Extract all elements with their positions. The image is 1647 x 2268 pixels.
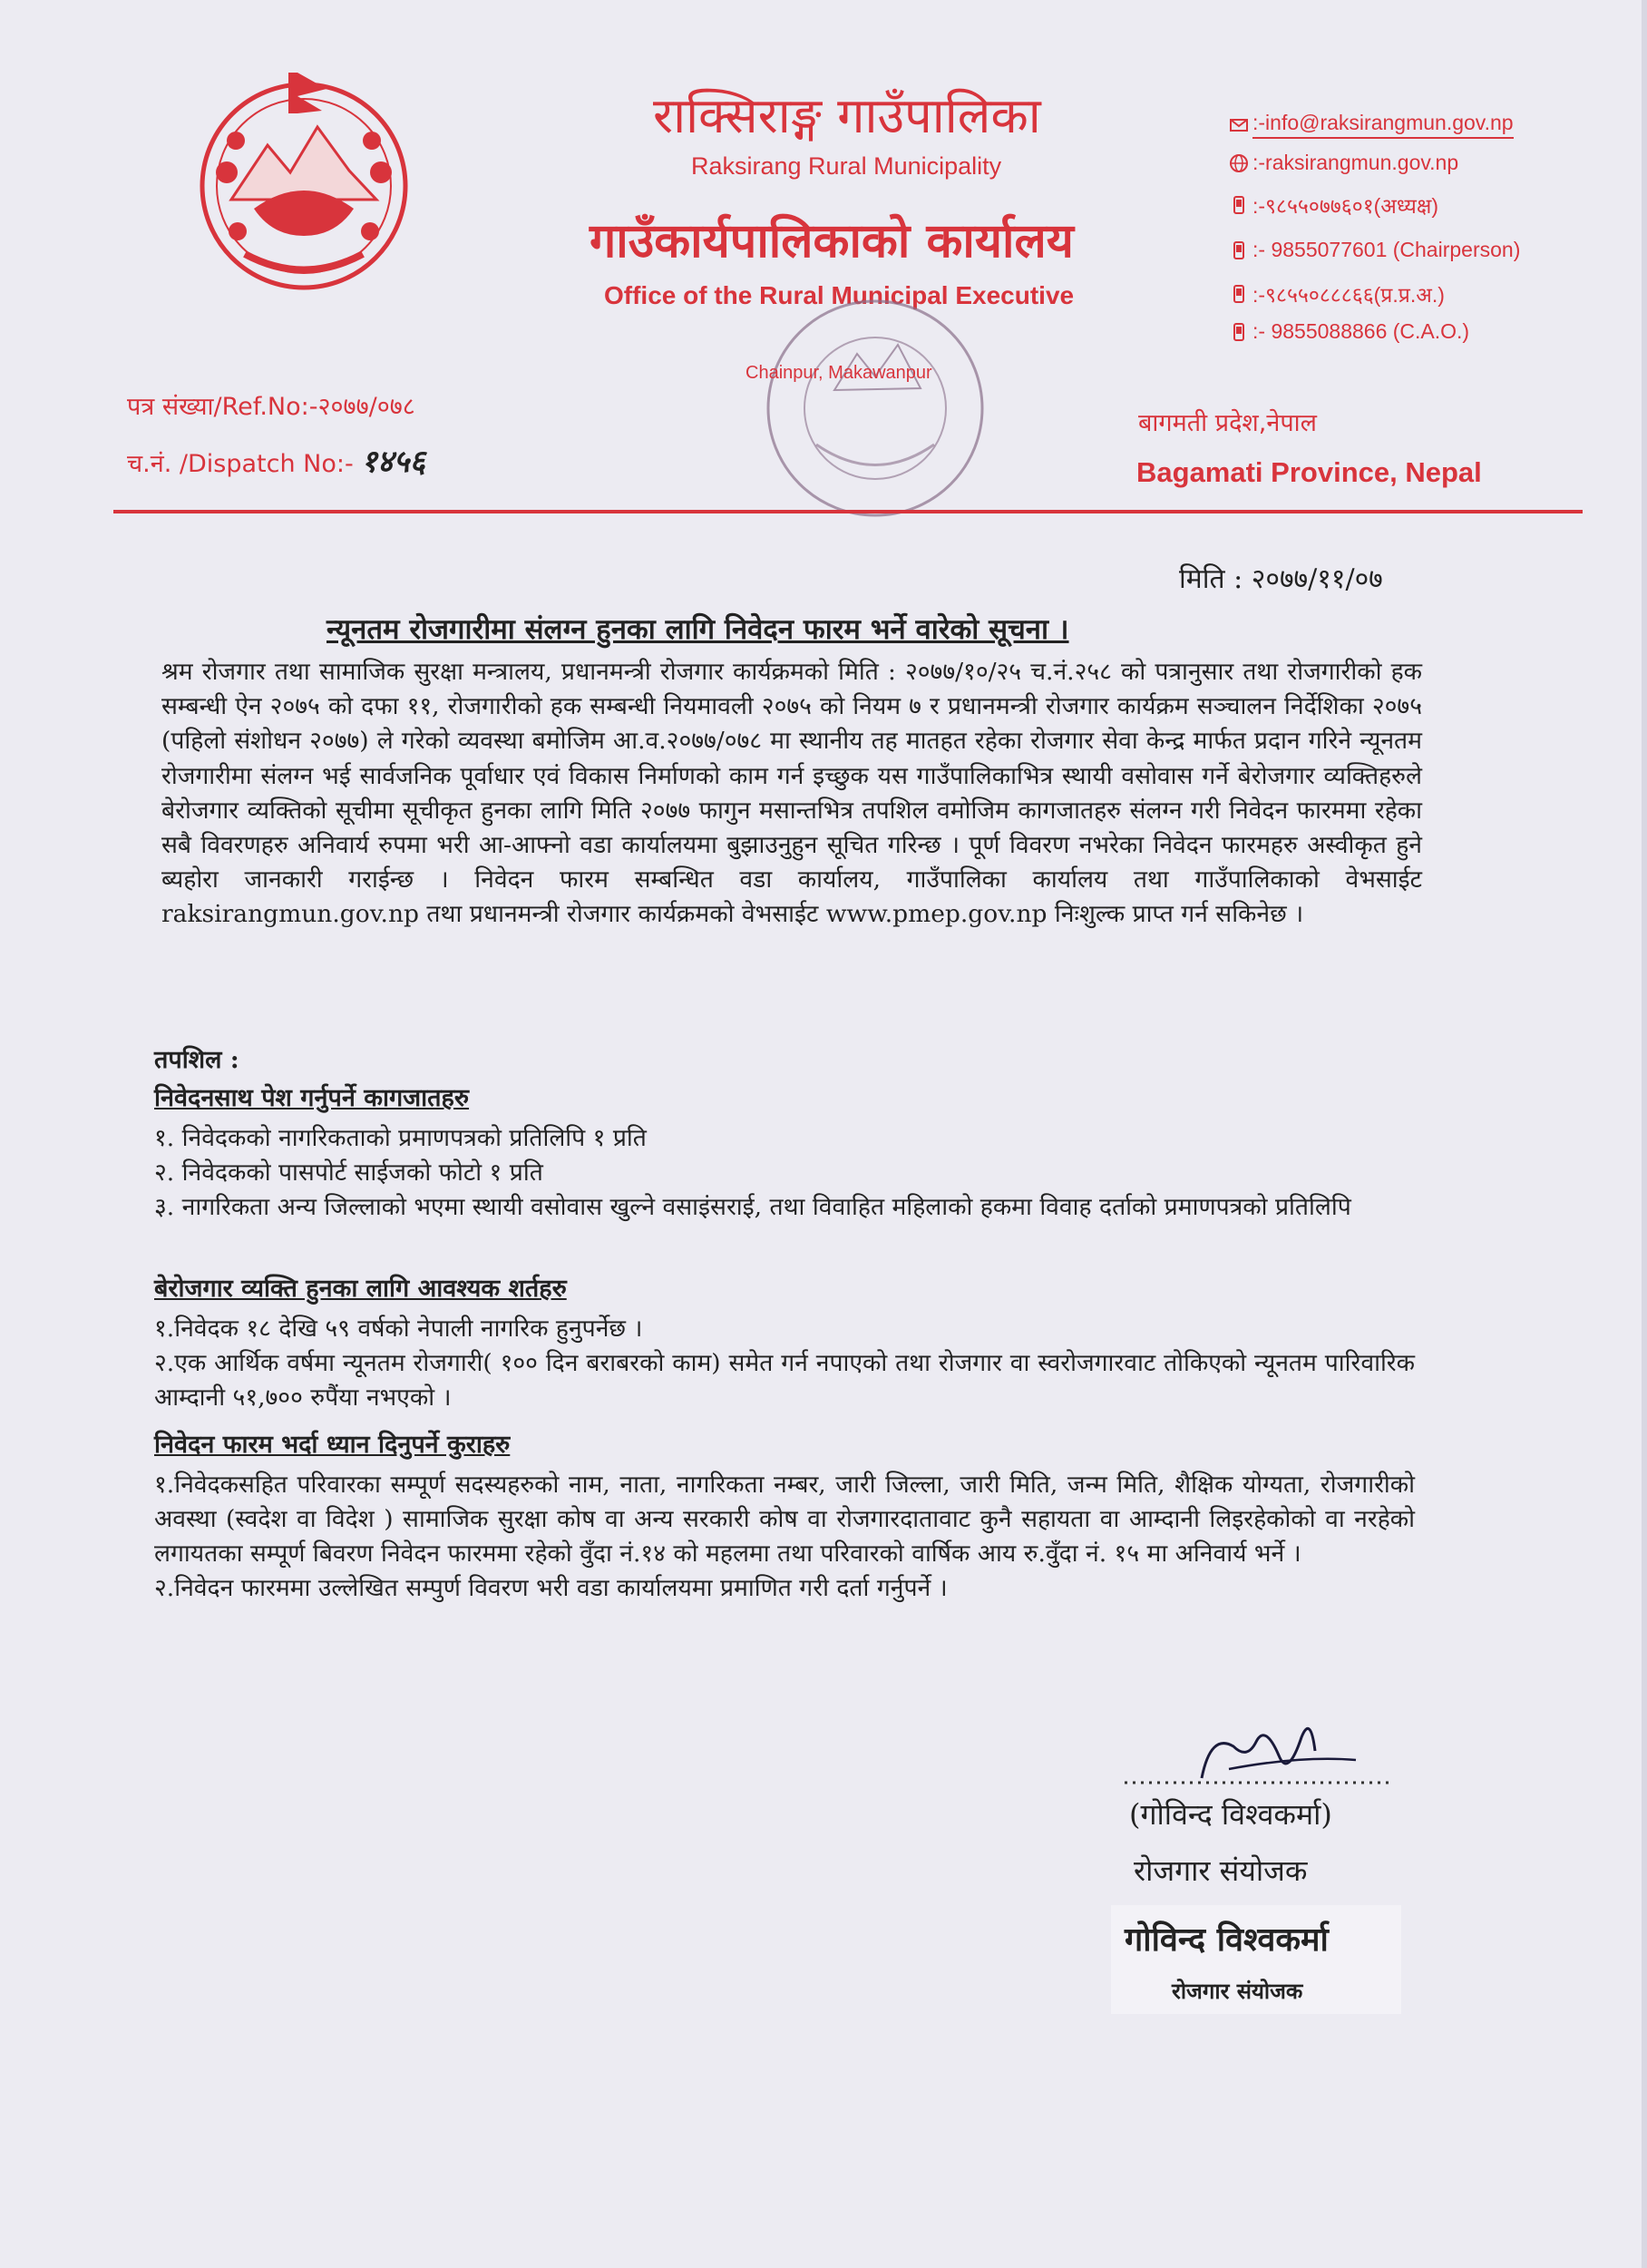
phone-icon — [1229, 322, 1249, 342]
signatory-title: रोजगार संयोजक — [1134, 1853, 1308, 1888]
office-seal-stamp — [753, 290, 998, 526]
phone-icon — [1229, 284, 1249, 304]
body-paragraph: श्रम रोजगार तथा सामाजिक सुरक्षा मन्त्रालय, प्रधानमन्त्री रोजगार कार्यक्रमको मिति : २०७७/१०/२५ च.नं.२५८ को पत्रानुसार तथा रोजगारीको हक सम्बन्धी ऐन २०७५ को दफा ११, रोजगारीको हक सम्बन्धी नियमावली २०७५ को नियम ७ र प्रधानमन्त्री रोजगार कार्यक्रम सञ्चालन निर्देशिका २०७५ (पहिलो संशोधन २०७७) ले गरेको व्यवस्था बमोजिम आ.व.२०७७/०७८ मा स्थानीय तह मातहत रहेका रोजगार सेवा केन्द्र मार्फत प्रदान गरिने न्यूनतम रोजगारीमा संलग्न भई सार्वजनिक पूर्वाधार एवं विकास निर्माणको काम गर्न इच्छुक यस गाउँपालिकाभित्र स्थायी वसोवास गर्ने बेरोजगार व्यक्तिहरुले बेरोजगार व्यक्तिको सूचीमा सूचीकृत हुनका लागि मिति २०७७ फागुन मसान्तभित्र तपशिल वमोजिम कागजातहरु संलग्न गरी निवेदन फारममा रहेका सबै विवरणहरु अनिवार्य रुपमा भरी आ-आफ्नो वडा कार्यालयमा बुझाउनुहुन सूचित गरिन्छ । पूर्ण विवरण नभरेका निवेदन फारमहरु अस्वीकृत हुने ब्यहोरा जानकारी गराईन्छ । निवेदन फारम सम्बन्धित वडा कार्यालय, गाउँपालिका कार्यालय तथा गाउँपालिकाको वेभसाईट raksirangmun.gov.np तथा प्रधानमन्त्री रोजगार कार्यक्रमको वेभसाईट www.pmep.gov.np निःशुल्क प्राप्त गर्न सकिनेछ । — [161, 658, 1422, 929]
ref-number — [127, 388, 415, 422]
stamp-title: रोजगार संयोजक — [1172, 1979, 1303, 2004]
list-item: २. निवेदकको पासपोर्ट साईजको फोटो १ प्रति — [154, 1158, 543, 1187]
province-np: बागमती प्रदेश,नेपाल — [1138, 409, 1317, 437]
section1-list — [154, 1121, 1415, 1225]
list-item: १. निवेदकको नागरिकताको प्रमाणपत्रको प्रतिलिपि १ प्रति — [154, 1124, 647, 1152]
contact-phone-np1 — [1229, 191, 1438, 220]
phone-np2-text: :-९८५५०८८८६६(प्र.प्र.अ.) — [1252, 283, 1445, 307]
details-heading: तपशिल : — [154, 1046, 239, 1074]
contact-email — [1229, 111, 1514, 139]
ref-label: पत्र संख्या/Ref.No:- — [127, 393, 318, 421]
government-emblem — [181, 64, 426, 290]
phone-np1-text: :-९८५५०७७६०१(अध्यक्ष) — [1252, 194, 1439, 218]
ref-value: २०७७/०७८ — [317, 393, 415, 421]
dispatch-value: १४५६ — [361, 444, 426, 480]
dispatch-label: च.नं. /Dispatch No:- — [127, 450, 354, 478]
contact-phone-en2 — [1229, 319, 1469, 344]
web-text: :-raksirangmun.gov.np — [1252, 151, 1459, 174]
section1-heading: निवेदनसाथ पेश गर्नुपर्ने कागजातहरु — [154, 1084, 470, 1112]
section3-list — [154, 1468, 1415, 1606]
notice-subject: न्यूनतम रोजगारीमा संलग्न हुनका लागि निवेदन फारम भर्ने वारेको सूचना । — [326, 613, 1069, 646]
dispatch-number — [127, 439, 425, 481]
stamp-location-text: Chainpur, Makawanpur — [746, 363, 932, 383]
office-title-en: Office of the Rural Municipal Executive — [604, 281, 1075, 309]
list-item: २.एक आर्थिक वर्षमा न्यूनतम रोजगारी( १०० दिन बराबरको काम) समेत गर्न नपाएको तथा रोजगार वा स्वरोजगारवाट तोकिएको न्यूनतम पारिवारिक आम्दानी ५१,७०० रुपैंया नभएको । — [154, 1349, 1415, 1412]
phone-en2-text: :- 9855088866 (C.A.O.) — [1252, 319, 1470, 343]
globe-icon — [1229, 153, 1249, 173]
notice-body — [161, 655, 1422, 933]
office-title-np: गाउँकार्यपालिकाको कार्यालय — [590, 214, 1074, 269]
municipality-title-en: Raksirang Rural Municipality — [691, 152, 1002, 180]
contact-phone-np2 — [1229, 279, 1445, 308]
municipality-title-np: राक्सिराङ्ग गाउँपालिका — [653, 87, 1041, 144]
section2-list — [154, 1312, 1415, 1415]
stamp-name: गोविन्द विश्वकर्मा — [1125, 1921, 1329, 1959]
phone-en1-text: :- 9855077601 (Chairperson) — [1252, 238, 1521, 261]
section2-heading: बेरोजगार व्यक्ति हुनका लागि आवश्यक शर्तहरु — [154, 1275, 567, 1303]
header-divider — [113, 510, 1583, 513]
email-icon — [1229, 115, 1249, 135]
handwritten-signature — [1120, 1706, 1410, 1796]
phone-icon — [1229, 195, 1249, 215]
section3-heading: निवेदन फारम भर्दा ध्यान दिनुपर्ने कुराहरु — [154, 1431, 511, 1459]
contact-web — [1229, 151, 1458, 175]
notice-date: मिति : २०७७/११/०७ — [1179, 563, 1383, 595]
list-item: ३. नागरिकता अन्य जिल्लाको भएमा स्थायी वसोवास खुल्ने वसाइंसराई, तथा विवाहित महिलाको हकमा विवाह दर्ताको प्रमाणपत्रको प्रतिलिपि — [154, 1193, 1351, 1221]
email-text: :-info@raksirangmun.gov.np — [1252, 111, 1514, 139]
list-item: २.निवेदन फारममा उल्लेखित सम्पुर्ण विवरण भरी वडा कार्यालयमा प्रमाणित गरी दर्ता गर्नुपर्ने । — [154, 1574, 948, 1602]
phone-icon — [1229, 240, 1249, 260]
signatory-name: (गोविन्द विश्वकर्मा) — [1129, 1797, 1332, 1832]
province-en: Bagamati Province, Nepal — [1136, 456, 1482, 488]
page-edge — [1642, 0, 1647, 2268]
list-item: १.निवेदक १८ देखि ५९ वर्षको नेपाली नागरिक हुनुपर्नेछ । — [154, 1315, 643, 1343]
list-item: १.निवेदकसहित परिवारका सम्पूर्ण सदस्यहरुको नाम, नाता, नागरिकता नम्बर, जारी जिल्ला, जारी मिति, जन्म मिति, शैक्षिक योग्यता, रोजगारीको अवस्था (स्वदेश वा विदेश ) सामाजिक सुरक्षा कोष वा अन्य सरकारी कोष वा रोजगारदातावाट कुनै सहायता वा आम्दानी लिइरहेकोको वा नरहेको लगायतका सम्पूर्ण बिवरण निवेदन फारममा रहेको वुँदा नं.१४ को महलमा तथा परिवारको वार्षिक आय रु.वुँदा नं. १५ मा अनिवार्य भर्ने । — [154, 1471, 1415, 1568]
contact-phone-en1 — [1229, 238, 1520, 262]
